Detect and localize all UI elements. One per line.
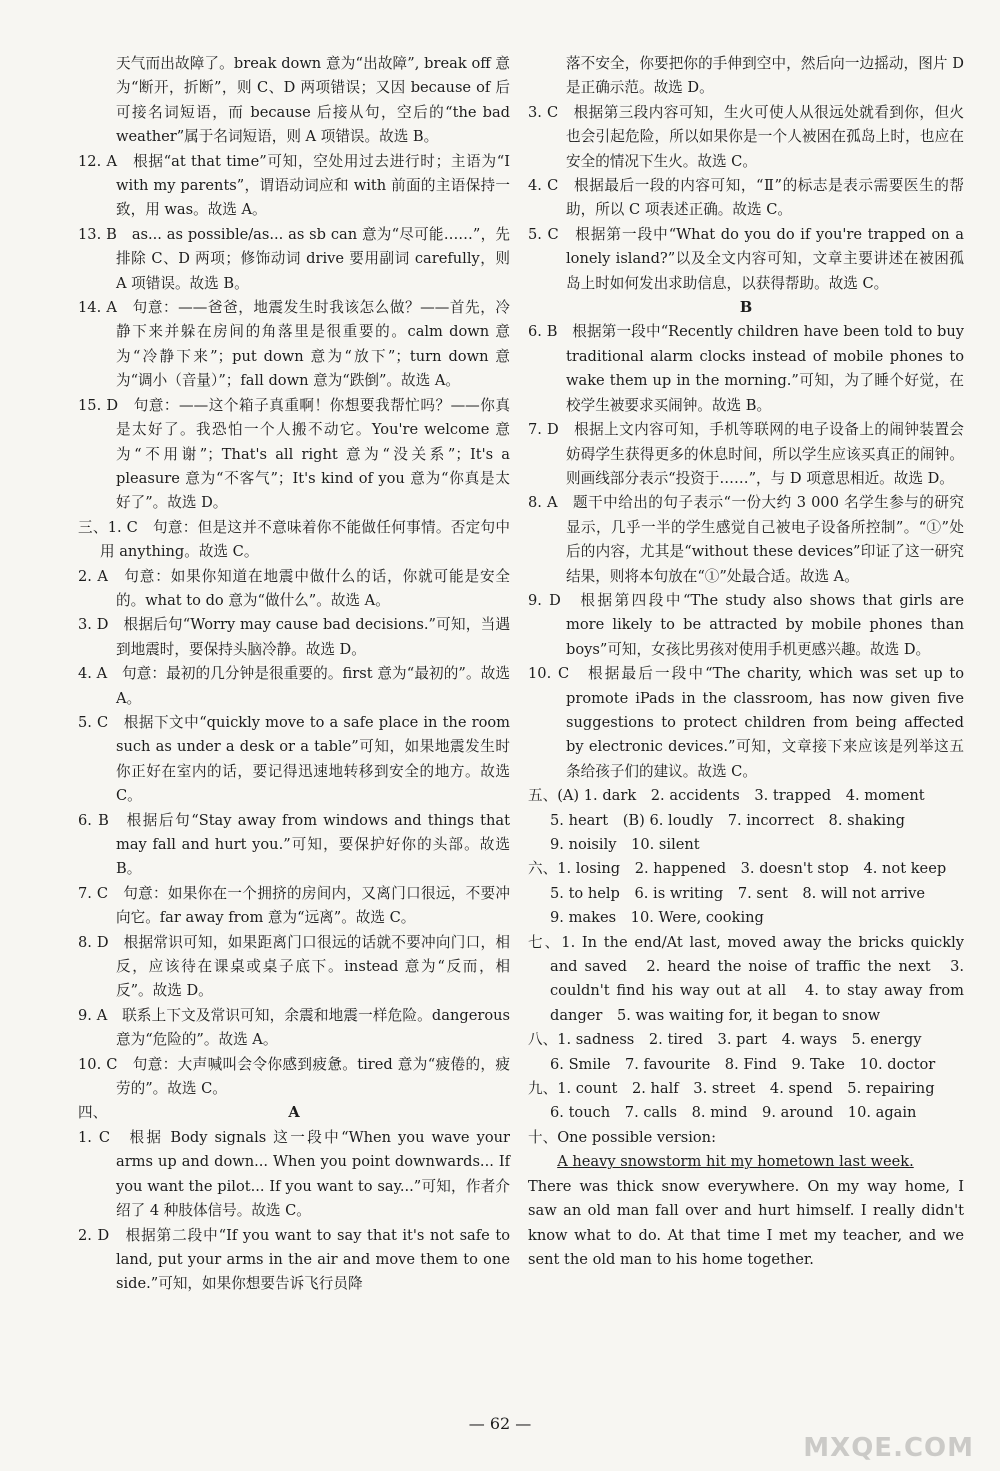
section-seven-line: 七、1. In the end/At last, moved away the bricks quickly and saved 2. heard the noise of traffic the next 3. couldn't find his way out at all 4. to stay away from danger 5. was waiting for, it began to snow [528,933,964,1024]
answer-item: 9. D 根据第四段中“The study also shows that girls are more likely to be attracted by mobile phones than boys”可知，女孩比男孩对使用手机更感兴趣。故选 D。 [528,591,964,658]
answer-item: 9. A 联系上下文及常识可知，余震和地震一样危险。dangerous 意为“危险的”。故选 A。 [78,1006,510,1049]
essay-body: There was thick snow everywhere. On my way home, I saw an old man fall over and hurt himself. I really didn't know what to do. At that time I met my teacher, and we sent the old man to his home together. [528,1177,964,1268]
section-four-heading [78,1101,510,1125]
answer-item: 4. C 根据最后一段的内容可知，“Ⅱ”的标志是表示需要医生的帮助，所以 C 项表述正确。故选 C。 [528,177,964,219]
section-number: 四、 [78,1104,108,1122]
essay-first-sentence: A heavy snowstorm hit my hometown last week. [557,1153,914,1171]
answer-item: 12. A 根据“at that time”可知，空处用过去进行时；主语为“I with my parents”，谓语动词应和 with 前面的主语保持一致，用 was。故选 A。 [78,152,510,219]
section-five-line: 五、(A) 1. dark 2. accidents 3. trapped 4. moment [528,787,925,805]
answer-item: 2. D 根据第二段中“If you want to say that it's not safe to land, put your arms in the air and move them to one side.”可知，如果你想要告诉飞行员降 [78,1226,510,1293]
answer-item: 7. D 根据上文内容可知，手机等联网的电子设备上的闹钟装置会妨碍学生获得更多的休息时间，所以学生应该买真正的闹钟。则画线部分表示“投资于……”，与 D 项意思相近。故选 D。 [528,421,964,487]
answer-item: 6. B 根据第一段中“Recently children have been told to buy traditional alarm clocks instead of mobile phones to wake them up in the morning.”可知，为了睡个好觉，在校学生被要求买闹钟。故选 B。 [528,323,964,414]
answer-item: 7. C 句意：如果你在一个拥挤的房间内，又离门口很远，不要冲向它。far away from 意为“远离”。故选 C。 [78,884,510,927]
answer-item: 10. C 根据最后一段中“The charity, which was set up to promote iPads in the classroom, has now given five suggestions to protect children from being affected by electronic devices.”可知，文章接下来应该是列举这五条给孩子们的建议。故选 C。 [528,665,964,780]
section-eight-line: 八、1. sadness 2. tired 3. part 4. ways 5. energy [528,1031,922,1049]
answer-item: 3. D 根据后句“Worry may cause bad decisions.”可知，当遇到地震时，要保持头脑冷静。故选 D。 [78,616,510,658]
fill-line: 5. heart (B) 6. loudly 7. incorrect 8. shaking [550,811,905,829]
fill-line: 6. Smile 7. favourite 8. Find 9. Take 10. doctor [550,1055,936,1073]
section-ten-heading: 十、One possible version: [528,1128,717,1146]
answer-paragraph: 落不安全，你要把你的手伸到空中，然后向一边摇动，图片 D 是正确示范。故选 D。 [566,55,964,97]
watermark-logo: MXQE.COM [803,1433,974,1463]
fill-line: 5. to help 6. is writing 7. sent 8. will not arrive [550,884,925,902]
answer-item: 5. C 根据下文中“quickly move to a safe place in the room such as under a desk or a table”可知，如果地震发生时你正好在室内的话，要记得迅速地转移到安全的地方。故选 C。 [78,713,510,805]
answer-item: 6. B 根据后句“Stay away from windows and things that may fall and hurt you.”可知，要保护好你的头部。故选 B。 [78,811,510,878]
section-three-item: 三、1. C 句意：但是这并不意味着你不能做任何事情。否定句中用 anything。故选 C。 [78,518,510,561]
passage-label: A [288,1104,300,1122]
answer-item: 3. C 根据第三段内容可知，生火可使人从很远处就看到你，但火也会引起危险，所以如果你是一个人被困在孤岛上时，也应在安全的情况下生火。故选 C。 [528,103,964,170]
right-column [528,52,964,1272]
section-six-line: 六、1. losing 2. happened 3. doesn't stop 4. not keep [528,860,947,878]
answer-item: 14. A 句意：——爸爸，地震发生时我该怎么做？——首先，冷静下来并躲在房间的角落里是很重要的。calm down 意为“冷静下来”；put down 意为“放下”；turn down 意为“调小（音量）”；fall down 意为“跌倒”。故选 A。 [78,299,510,390]
fill-line: 9. makes 10. Were, cooking [550,909,764,927]
answer-item: 13. B as... as possible/as... as sb can 意为“尽可能……”，先排除 C、D 两项；修饰动词 drive 要用副词 carefully，则 A 项错误。故选 B。 [78,225,510,292]
fill-line: 9. noisily 10. silent [550,836,700,853]
answer-item: 4. A 句意：最初的几分钟是很重要的。first 意为“最初的”。故选 A。 [78,665,510,707]
answer-item: 10. C 句意：大声喊叫会令你感到疲惫。tired 意为“疲倦的，疲劳的”。故选 C。 [78,1055,510,1098]
page-number: — 62 — [468,1414,532,1433]
left-column [78,52,510,1297]
answer-item: 1. C 根据 Body signals 这一段中“When you wave your arms up and down... When you point downwards... If you want the pilot... If you want to say...”可知，作者介绍了 4 种肢体信号。故选 C。 [78,1128,510,1220]
answer-item: 2. A 句意：如果你知道在地震中做什么的话，你就可能是安全的。what to do 意为“做什么”。故选 A。 [78,567,510,609]
answer-item: 5. C 根据第一段中“What do you do if you're trapped on a lonely island?”以及全文内容可知，文章主要讲述在被困孤岛上时如何发出求助信息，以获得帮助。故选 C。 [528,225,964,292]
section-nine-line: 九、1. count 2. half 3. street 4. spend 5. repairing [528,1080,935,1098]
passage-label: B [739,299,753,317]
fill-line: 6. touch 7. calls 8. mind 9. around 10. again [550,1104,917,1122]
answer-item: 8. D 根据常识可知，如果距离门口很远的话就不要冲向门口，相反，应该待在课桌或桌子底下。instead 意为“反而，相反”。故选 D。 [78,933,510,1000]
answer-item: 15. D 句意：——这个箱子真重啊！你想要我帮忙吗？——你真是太好了。我恐怕一个人搬不动它。You're welcome 意为“不用谢”；That's all right 意为“没关系”；It's a pleasure 意为“不客气”；It's kind of you 意为“你真是太好了”。故选 D。 [78,396,510,512]
answer-paragraph: 天气而出故障了。break down 意为“出故障”, break off 意为“断开，折断”，则 C、D 两项错误；又因 because of 后可接名词短语，而 because 后接从句，空后的“the bad weather”属于名词短语，则 A 项错误。故选 B。 [116,55,510,146]
answer-item: 8. A 题干中给出的句子表示“一份大约 3 000 名学生参与的研究显示，几乎一半的学生感觉自己被电子设备所控制”。“①”处后的内容，尤其是“without these devices”印证了这一研究结果，则将本句放在“①”处最合适。故选 A。 [528,494,964,585]
